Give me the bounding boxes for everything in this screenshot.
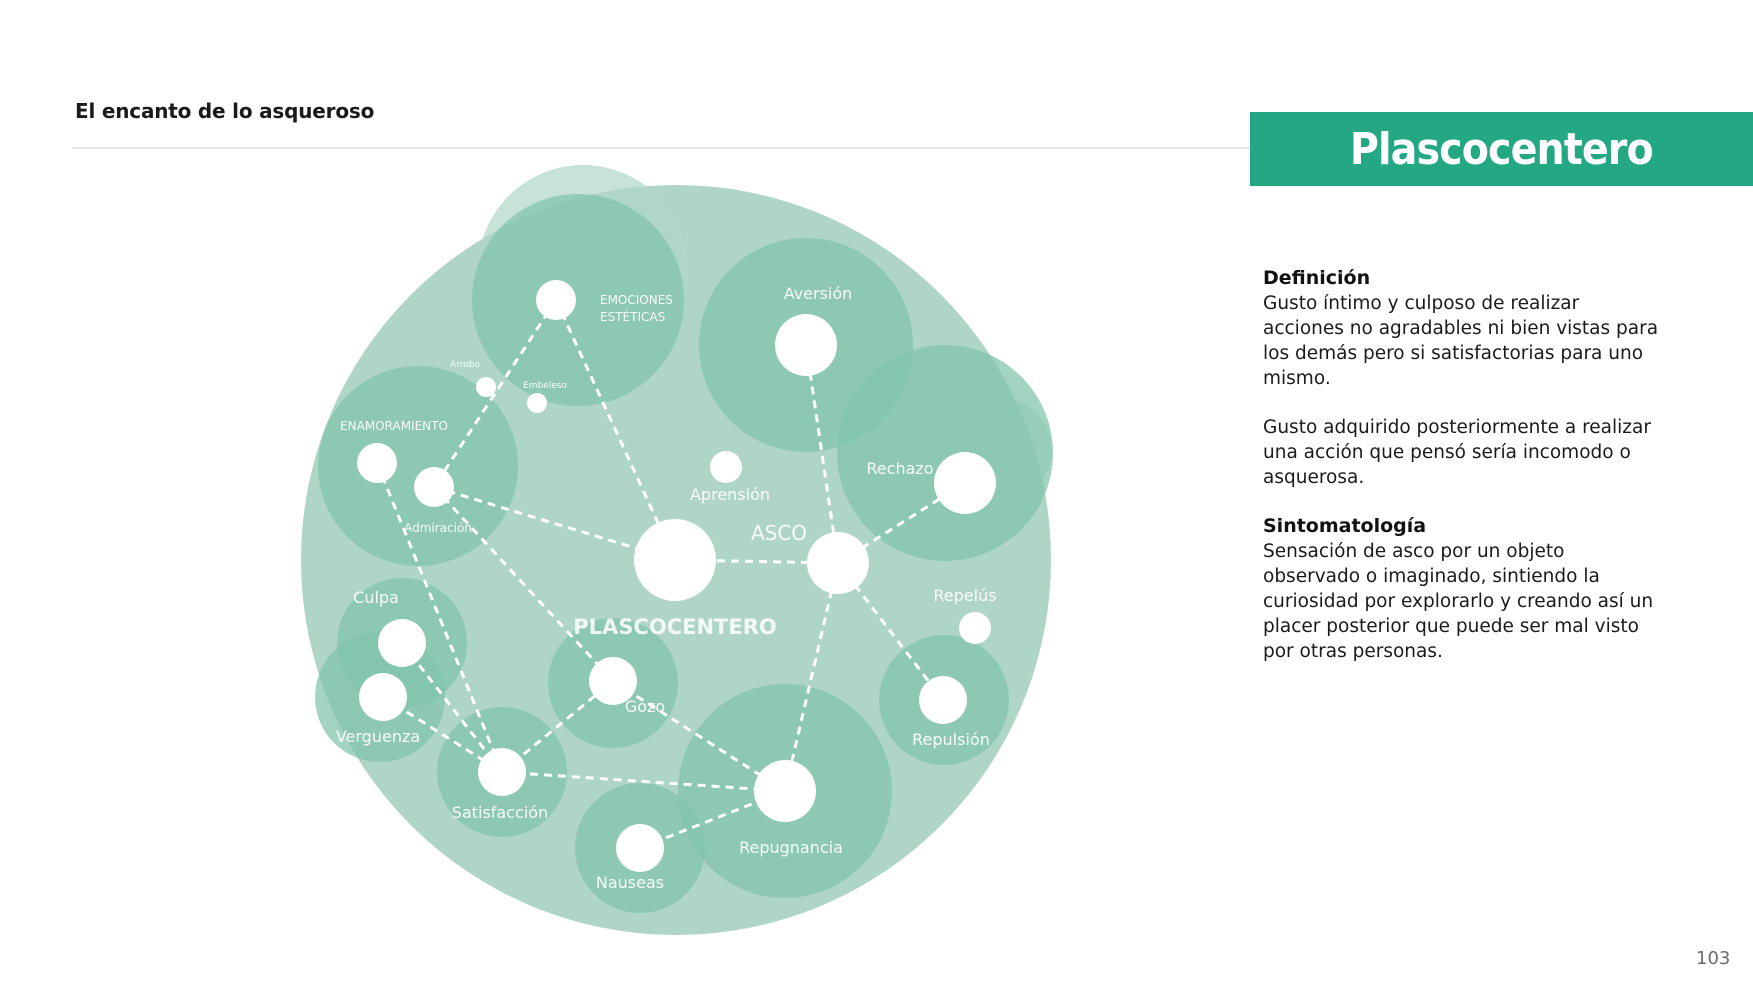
definition-paragraph-1: Gusto íntimo y culposo de realizar acciones no agradables ni bien vistas para los demás pero si satisfactorias para uno mismo. (1263, 293, 1659, 389)
symptoms-block (1263, 514, 1663, 664)
document-title: El encanto de lo asqueroso (75, 99, 375, 123)
label-emociones: EMOCIONES ESTÉTICAS (600, 293, 673, 324)
label-asco: ASCO (750, 521, 808, 545)
label-repulsion: Repulsión (912, 730, 990, 749)
symptoms-heading: Sintomatología (1263, 515, 1427, 537)
node-repelus (959, 612, 991, 644)
definition-heading: Definición (1263, 267, 1371, 289)
label-embeleso: Embeleso (523, 381, 567, 391)
label-nauseas: Nauseas (595, 873, 665, 892)
label-enamoramiento: ENAMORAMIENTO (340, 419, 448, 433)
label-repelus: Repelús (933, 586, 997, 605)
node-aversion (775, 314, 837, 376)
node-nauseas (616, 824, 664, 872)
label-arrobo: Arrobo (450, 360, 480, 370)
label-aprension: Aprensión (689, 485, 771, 504)
banner-title: Plascocentero (1350, 123, 1653, 175)
node-repulsion (919, 676, 967, 724)
node-rechazo (934, 452, 996, 514)
node-embeleso (527, 393, 547, 413)
label-admiracion: Admiración (404, 521, 472, 535)
label-aversion: Aversión (783, 284, 853, 303)
description-panel (1263, 266, 1663, 688)
label-repugnancia: Repugnancia (739, 838, 843, 857)
node-emociones (536, 280, 576, 320)
node-aprension (710, 451, 742, 483)
node-enamoramiento (357, 443, 397, 483)
node-repugnancia (754, 760, 816, 822)
node-plascocentero (634, 519, 716, 601)
node-asco (807, 532, 869, 594)
symptoms-paragraph: Sensación de asco por un objeto observado o imaginado, sintiendo la curiosidad por explorarlo y creando así un placer posterior que puede ser mal visto por otras personas. (1263, 541, 1654, 662)
node-satisfaccion (478, 748, 526, 796)
diagram-title: PLASCOCENTERO (573, 615, 777, 639)
definition-paragraph-2: Gusto adquirido posteriormente a realizar una acción que pensó sería incomodo o asquerosa. (1263, 417, 1651, 488)
node-admiracion (414, 467, 454, 507)
node-arrobo (476, 377, 496, 397)
node-verguenza (359, 673, 407, 721)
definition-block-2 (1263, 415, 1663, 490)
page-number: 103 (1696, 948, 1731, 969)
rechazo-halo (837, 345, 1053, 561)
label-culpa: Culpa (353, 588, 399, 607)
section-banner (1250, 112, 1753, 186)
node-culpa (378, 619, 426, 667)
label-verguenza: Verguenza (335, 727, 421, 746)
label-gozo: Gozo (624, 697, 666, 716)
label-satisfaccion: Satisfacción (451, 803, 549, 822)
definition-block (1263, 266, 1663, 391)
label-rechazo: Rechazo (866, 459, 934, 478)
